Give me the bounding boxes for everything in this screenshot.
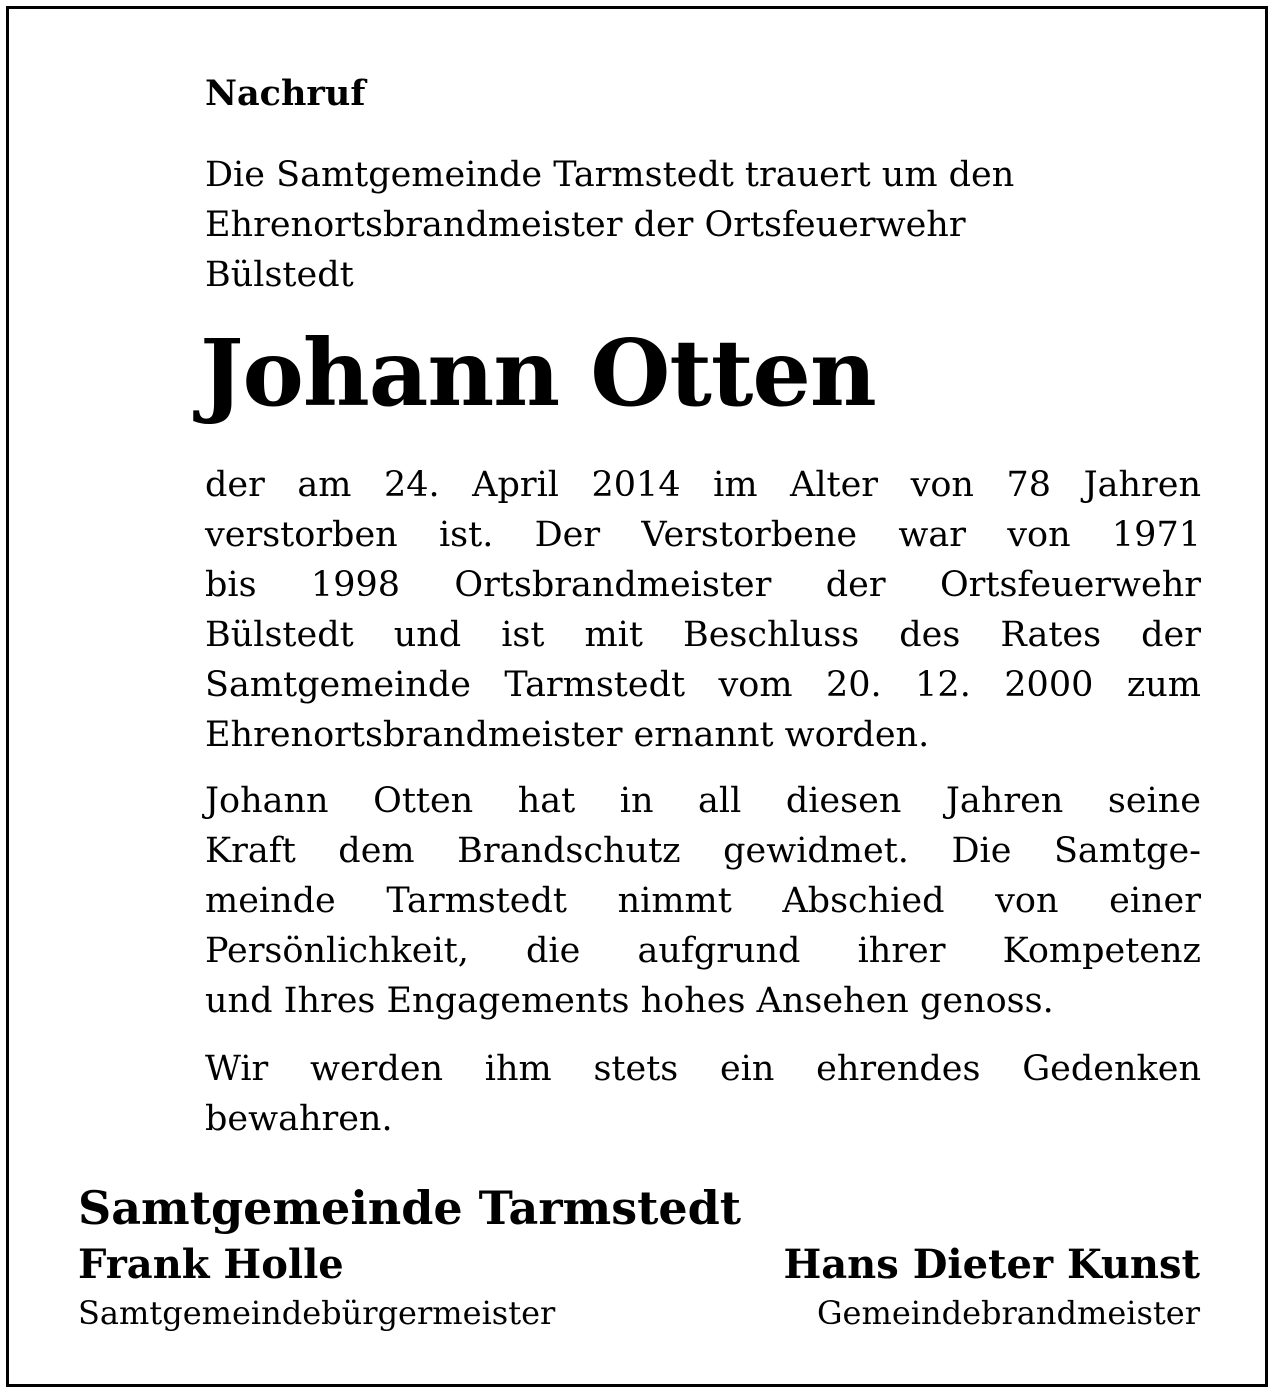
deceased-name: Johann Otten [200,319,876,427]
signatory-name: Hans Dieter Kunst [783,1241,1200,1288]
paragraph-line: bis 1998 Ortsbrandmeister der Ortsfeuerwehr [205,565,1201,605]
paragraph-line: meinde Tarmstedt nimmt Abschied von einer [205,881,1201,921]
signatory-role: Samtgemeindebürgermeister [78,1294,556,1332]
paragraph-line: der am 24. April 2014 im Alter von 78 Jahren [205,465,1201,505]
signatory-role: Gemeindebrandmeister [816,1294,1200,1332]
obituary-heading: Nachruf [205,73,366,114]
intro-line: Ehrenortsbrandmeister der Ortsfeuerwehr [205,205,966,245]
obituary-paragraph-2 [205,776,1201,1026]
paragraph-line: Bülstedt und ist mit Beschluss des Rates der [205,615,1201,655]
paragraph-line: Samtgemeinde Tarmstedt vom 20. 12. 2000 zum [205,665,1201,705]
obituary-paragraph-1 [205,460,1201,760]
paragraph-line: Johann Otten hat in all diesen Jahren seine [205,781,1201,821]
paragraph-line: Persönlichkeit, die aufgrund ihrer Kompetenz [205,931,1201,971]
paragraph-line: und Ihres Engagements hohes Ansehen genoss. [205,981,1054,1021]
paragraph-line: Ehrenortsbrandmeister ernannt worden. [205,715,930,755]
paragraph-line: Wir werden ihm stets ein ehrendes Gedenken [205,1049,1201,1089]
intro-text [205,150,1205,300]
intro-line: Die Samtgemeinde Tarmstedt trauert um den [205,155,1015,195]
paragraph-line: Kraft dem Brandschutz gewidmet. Die Samtge- [205,831,1201,871]
paragraph-line: verstorben ist. Der Verstorbene war von 1971 [205,515,1201,555]
signatory-name: Frank Holle [78,1241,344,1288]
intro-line: Bülstedt [205,255,354,295]
obituary-paragraph-3 [205,1044,1201,1144]
organization-name: Samtgemeinde Tarmstedt [78,1181,742,1235]
paragraph-line: bewahren. [205,1099,393,1139]
